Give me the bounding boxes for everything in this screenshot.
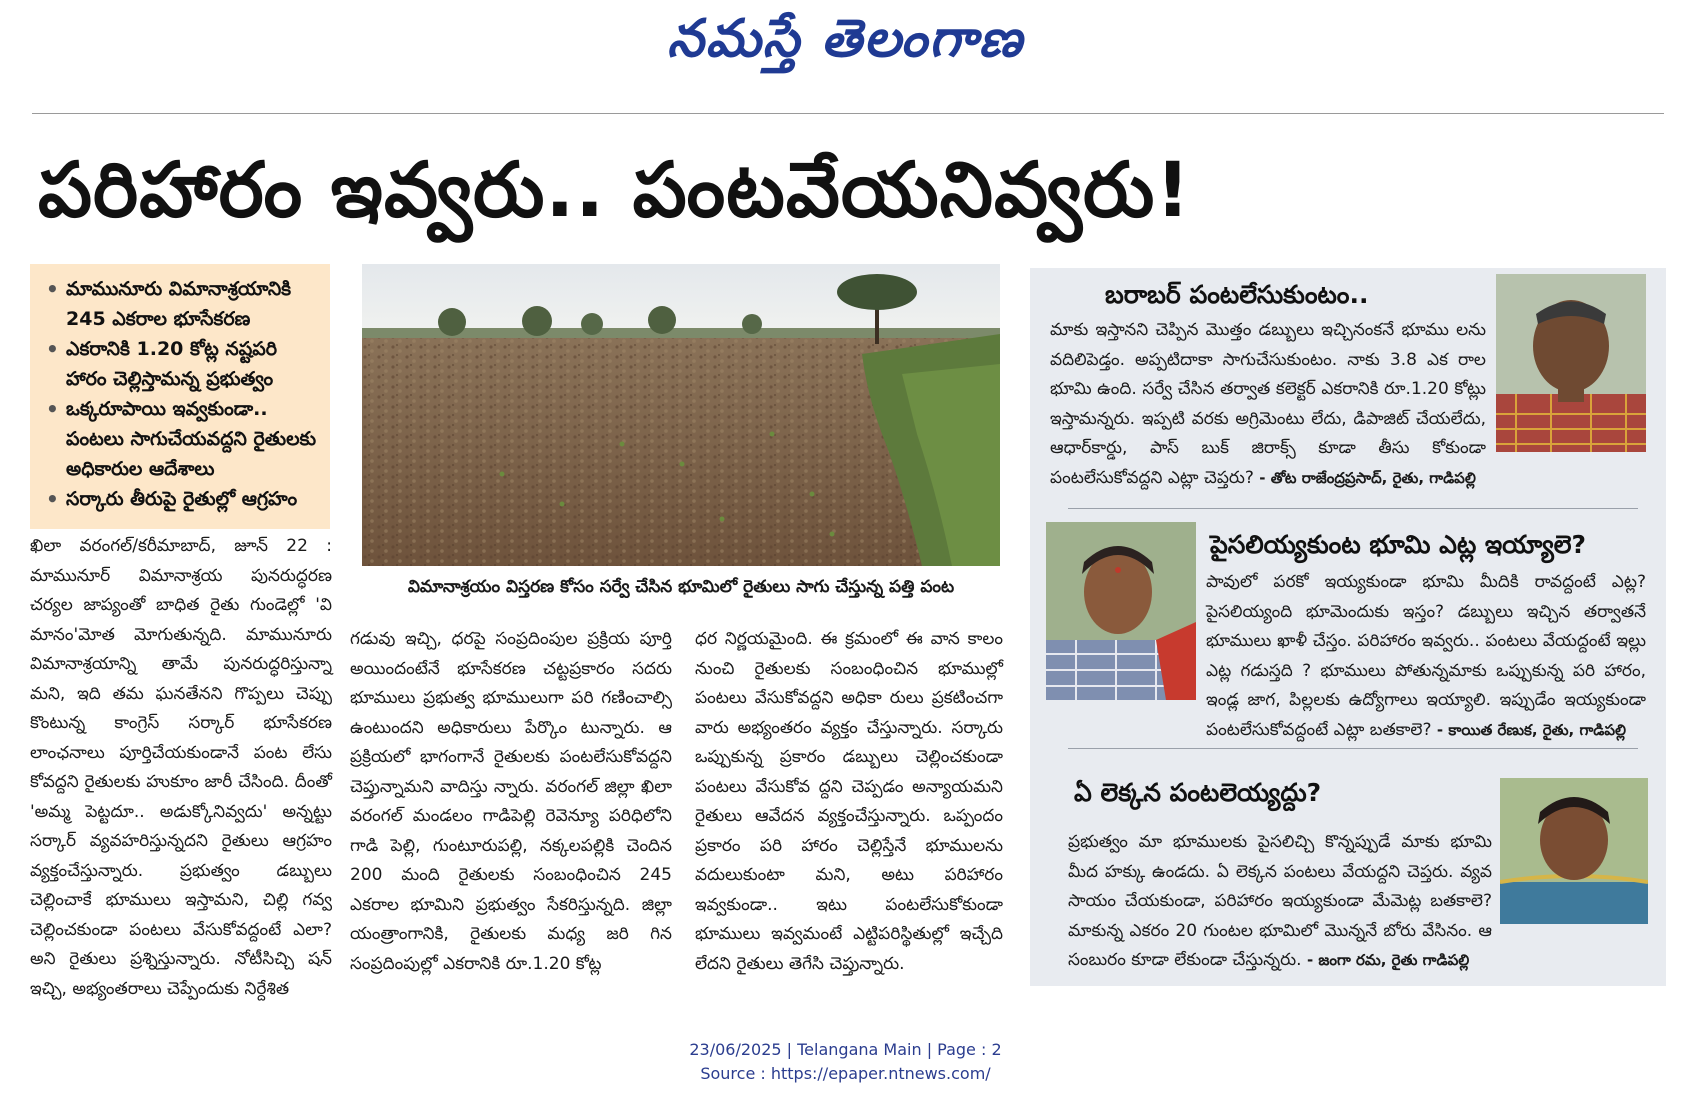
article-column-3: ధర నిర్ణయమైంది. ఈ క్రమంలో ఈ వాన కాలం నుంచి రైతులకు సంబంధించిన భూముల్లో పంటలు వేసుకోవద్దని అధికా రులు ప్రకటించగా వారు అభ్యంతరం వ్యక్తం చేస్తున్నారు. సర్కారు ఒప్పుకున్న ప్రకారం డబ్బులు చెల్లించకుండా పంటలు వేసుకోవ ద్దని చెప్పడం అన్యాయమని రైతులు ఆవేదన వ్యక్తంచేస్తున్నారు. ఒప్పందం ప్రకారం పరి హారం చెల్లిస్తేనే భూములను వదులుకుంటా మని, అటు పరిహారం ఇవ్వకుండా.. ఇటు పంటలేసుకోకుండా భూములు ఇవ్వమంటే ఎట్టిపరిస్థితుల్లో ఇచ్చేది లేదని రైతులు తెగేసి చెప్తున్నారు. (695, 629, 1003, 974)
highlight-item: • సర్కారు తీరుపై రైతుల్లో ఆగ్రహం (42, 484, 322, 514)
highlights-list (30, 264, 330, 514)
quote-1-text: మాకు ఇస్తానని చెప్పిన మొత్తం డబ్బులు ఇచ్చినంకనే భూము లను వదిలిపెడ్తం. అప్పటిదాకా సాగుచేసుకుంటం. నాకు 3.8 ఎక రాల భూమి ఉంది. సర్వే చేసిన తర్వాత కలెక్టర్ ఎకరానికి రూ.1.20 కోట్లు ఇస్తామన్నరు. ఇప్పటి వరకు అగ్రిమెంటు లేదు, డిపాజిట్ చేయలేదు, ఆధార్‌కార్డు, పాస్ బుక్ జిరాక్స్ కూడా తీసు కోకుండా పంటలేసుకోవద్దని ఎట్లా చెప్తరు? - తోట రాజేంద్రప్రసాద్, రైతు, గాడిపల్లి (1050, 320, 1486, 488)
quote-1-signature: - తోట రాజేంద్రప్రసాద్, రైతు, గాడిపల్లి (1259, 468, 1476, 487)
header-divider (32, 113, 1664, 114)
quote-divider (1068, 508, 1638, 509)
farmer-1-portrait (1496, 274, 1646, 452)
article-column-1: ఖిలా వరంగల్/కరీమాబాద్, జూన్ 22 : మామునూర్ విమానాశ్రయ పునరుద్ధరణ చర్యల జాప్యంతో బాధిత రైతు గుండెల్లో 'వి మానం'మోత మోగుతున్నది. మామునూరు విమానాశ్రయాన్ని తామే పునరుద్ధరిస్తున్నా మని, ఇది తమ ఘనతేనని గొప్పలు చెప్పు కొంటున్న కాంగ్రెస్ సర్కార్ భూసేకరణ లాంఛనాలు పూర్తిచేయకుండానే పంట లేసు కోవద్దని రైతులకు హుకూం జారీ చేసింది. దీంతో 'అమ్మ పెట్టదూ.. అడుక్కోనివ్వదు' అన్నట్టు సర్కార్ వ్యవహరిస్తున్నదని రైతులు ఆగ్రహం వ్యక్తంచేస్తున్నారు. ప్రభుత్వం డబ్బులు చెల్లించాకే భూములు ఇస్తామని, చిల్లి గవ్వ చెల్లించకుండా పంటలు వేసుకోవద్దంటే ఎలా? అని రైతులు ప్రశ్నిస్తున్నారు. నోటీసిచ్చి షన్ ఇచ్చి, అభ్యంతరాలు చెప్పేందుకు నిర్దేశిత (30, 536, 332, 999)
masthead-logo: నమస్తే తెలంగాణ (667, 8, 1024, 69)
page-footer (0, 1038, 1691, 1086)
footer-date-line: 23/06/2025 | Telangana Main | Page : 2 (689, 1040, 1002, 1059)
highlight-item: • మామునూరు విమానాశ్రయానికి 245 ఎకరాల భూసేకరణ (42, 274, 322, 334)
highlight-item: • ఎకరానికి 1.20 కోట్ల నష్టపరి హారం చెల్లిస్తామన్న ప్రభుత్వం (42, 334, 322, 394)
quote-2-title: పైసలియ్యకుంట భూమి ఎట్ల ఇయ్యాలె? (1210, 530, 1587, 559)
quote-3-title: ఏ లెక్కన పంటలెయ్యద్దు? (1074, 778, 1322, 807)
article-column-2: గడువు ఇచ్చి, ధరపై సంప్రదింపుల ప్రక్రియ పూర్తి అయిందంటేనే భూసేకరణ చట్టప్రకారం సదరు భూములు ప్రభుత్వ భూములుగా పరి గణించాల్సి ఉంటుందని అధికారులు పేర్కొం టున్నారు. ఆ ప్రక్రియలో భాగంగానే రైతులకు పంటలేసుకోవద్దని చెప్తున్నామని వాదిస్తు న్నారు. వరంగల్ జిల్లా ఖిలా వరంగల్ మండలం గాడిపెల్లి రెవెన్యూ పరిధిలోని గాడి పెల్లి, గుంటూరుపల్లి, నక్కలపల్లికి చెందిన 200 మంది రైతులకు సంబంధించిన 245 ఎకరాల భూమిని ప్రభుత్వం సేకరిస్తున్నది. జిల్లా యంత్రాంగానికి, రైతులకు మధ్య జరి గిన సంప్రదింపుల్లో ఎకరానికి రూ.1.20 కోట్ల (350, 629, 672, 974)
highlights-box (30, 264, 330, 529)
photo-caption: విమానాశ్రయం విస్తరణ కోసం సర్వే చేసిన భూమిలో రైతులు సాగు చేస్తున్న పత్తి పంట (407, 577, 955, 597)
quote-3-signature: - జంగా రమ, రైతు గాడిపల్లి (1306, 951, 1470, 969)
highlight-item: • ఒక్కరూపాయి ఇవ్వకుండా.. పంటలు సాగుచేయవద్దని రైతులకు అధికారుల ఆదేశాలు (42, 394, 322, 484)
quote-2-body: పావులో పరకో ఇయ్యకుండా భూమి మీదికి రావద్దంటే ఎట్ల? పైసలియ్యంది భూమెందుకు ఇస్తం? డబ్బులు ఇచ్చిన తర్వాతనే భూములు ఖాళీ చేస్తం. పరిహారం ఇవ్వరు.. పంటలు వేయద్దంటే ఇల్లు ఎట్ల గడుస్తది ? భూములు పోతున్నమాకు ఒప్పుకున్న పరి హారం, ఇండ్ల జాగ, పిల్లలకు ఉద్యోగాలు ఇయ్యాలి. ఇప్పుడేం ఇయ్యకుండా పంటలేసుకోవద్దంటే ఎట్లా బతకాలె? - కాయిత రేణుక, రైతు, గాడిపల్లి (1206, 572, 1646, 740)
quote-divider (1068, 748, 1638, 749)
footer-source-link[interactable]: Source : https://epaper.ntnews.com/ (700, 1064, 991, 1083)
quote-2-signature: - కాయిత రేణుక, రైతు, గాడిపల్లి (1436, 720, 1627, 739)
quote-3-text: ప్రభుత్వం మా భూములకు పైసలిచ్చి కొన్నప్పుడే మాకు భూమి మీద హక్కు ఉండదు. ఏ లెక్కన పంటలు వేయద్దని చెప్తరు. వ్యవ సాయం చేయకుండా, పరిహారం ఇయ్యకుండా మేమెట్ల బతకాలె? మాకున్న ఎకరం 20 గుంటల భూమిలో మొన్ననే బోరు వేసినం. ఆ సంబురం కూడా లేకుండా చేస్తున్నరు. - జంగా రమ, రైతు గాడిపల్లి (1068, 832, 1492, 970)
field-photo (362, 264, 1000, 566)
farmer-3-portrait (1500, 778, 1648, 924)
quote-2-text (1050, 568, 1646, 745)
farmer-quotes-sidebar (1030, 268, 1666, 986)
quote-1-title: బరాబర్ పంటలేసుకుంటం.. (1105, 280, 1369, 309)
headline: పరిహారం ఇవ్వరు.. పంటవేయనివ్వరు! (38, 145, 1192, 234)
